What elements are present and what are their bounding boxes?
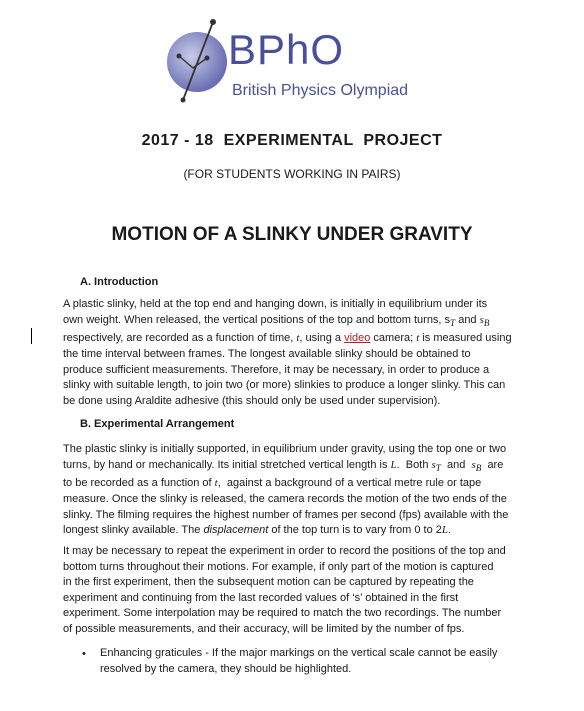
intro-paragraph xyxy=(63,297,519,409)
subscript: T xyxy=(450,317,456,328)
text-fragment: of the top turn is to vary from 0 to 2 xyxy=(268,524,442,537)
text-line: slinky with suitable length, to join two (or more) slinkies to produce a longer slinky. This can xyxy=(63,379,506,392)
math-variable: L xyxy=(390,458,397,471)
bullet-item xyxy=(100,646,520,677)
text-line: experiment. Some interpolation may be required to match the two recordings. The number xyxy=(63,607,502,620)
repeat-paragraph xyxy=(63,544,519,638)
text-line xyxy=(63,523,519,539)
project-subtitle: (FOR STUDENTS WORKING IN PAIRS) xyxy=(183,167,401,181)
arrangement-paragraph xyxy=(63,442,519,539)
text-line: The plastic slinky is initially supported, in equilibrium under gravity, using the top one or two xyxy=(63,443,507,455)
math-variable: t xyxy=(416,332,420,345)
text-line: slinky. The filming requires the highest number of frames per second (fps) available with the xyxy=(63,508,509,521)
project-title: 2017 - 18 EXPERIMENTAL PROJECT xyxy=(141,132,443,149)
text-fragment: respectively, are recorded as a function of time, xyxy=(63,332,297,345)
text-fragment: , using a xyxy=(299,332,345,345)
text-line: Enhancing graticules - If the major markings on the vertical scale cannot be easily xyxy=(100,647,498,659)
text-line: A plastic slinky, held at the top end and hanging down, is initially in equilibrium under its xyxy=(63,298,488,310)
text-line xyxy=(63,476,519,492)
text-fragment: are xyxy=(481,458,504,471)
text-line xyxy=(63,313,519,332)
text-fragment: and xyxy=(455,313,480,326)
text-fragment: . xyxy=(448,524,452,537)
text-line: the time interval between frames. The longest available slinky should be obtained to xyxy=(63,347,471,360)
subscript: B xyxy=(475,462,482,473)
math-variable: s xyxy=(431,458,436,471)
section-a-heading: A. Introduction xyxy=(80,276,159,288)
text-fragment: turns, by hand or mechanically. Its initial stretched vertical length is xyxy=(63,458,391,471)
text-fragment: own weight. When released, the vertical positions of the top and bottom turns, s xyxy=(63,313,451,326)
logo-wordmark: BPhO xyxy=(228,26,345,73)
logo-subtitle: British Physics Olympiad xyxy=(232,82,409,99)
text-line xyxy=(63,331,519,347)
text-fragment: longest slinky available. The xyxy=(63,524,204,537)
math-variable: t xyxy=(296,332,300,345)
text-line: resolved by the camera, they should be highlighted. xyxy=(100,662,352,675)
text-line: bottom turns throughout their motions. For example, if only part of the motion is captured xyxy=(63,560,494,573)
math-variable: L xyxy=(441,524,449,537)
bullet-marker: • xyxy=(82,648,86,660)
text-fragment: to be recorded as a function of xyxy=(63,477,215,490)
subscript: B xyxy=(483,317,490,328)
text-fragment: is measured using xyxy=(419,332,512,345)
text-line: in the first experiment, then the subsequent motion can be captured by repeating the xyxy=(63,576,474,589)
text-line xyxy=(63,458,519,477)
emphasized-word: displacement xyxy=(203,524,269,537)
text-fragment: and xyxy=(440,458,472,471)
text-line: be done using Araldite adhesive (this should only be used under supervision). xyxy=(63,394,441,407)
text-cursor xyxy=(31,328,32,344)
text-fragment: camera; xyxy=(370,332,417,345)
text-fragment: , against a background of a vertical metre rule or tape xyxy=(217,477,482,490)
main-title: MOTION OF A SLINKY UNDER GRAVITY xyxy=(111,224,473,245)
video-link[interactable]: video xyxy=(344,332,371,345)
subscript: T xyxy=(435,462,441,473)
text-fragment: . Both xyxy=(396,458,432,471)
text-line: produce sufficient measurements. Therefore, it may be necessary, in order to produce a xyxy=(63,363,490,376)
text-line: experiment and continuing from the last recorded values of ‘s’ obtained in the first xyxy=(63,591,459,604)
section-b-heading: B. Experimental Arrangement xyxy=(80,418,235,430)
math-variable: t xyxy=(214,477,218,490)
math-variable: s xyxy=(471,458,476,471)
text-line: measure. Once the slinky is released, the camera records the motion of the two ends of the xyxy=(63,492,507,505)
math-variable: s xyxy=(479,313,484,326)
text-line: It may be necessary to repeat the experiment in order to record the positions of the top and xyxy=(63,545,506,557)
text-line: of possible measurements, and their accuracy, will be limited by the number of fps. xyxy=(63,622,465,635)
